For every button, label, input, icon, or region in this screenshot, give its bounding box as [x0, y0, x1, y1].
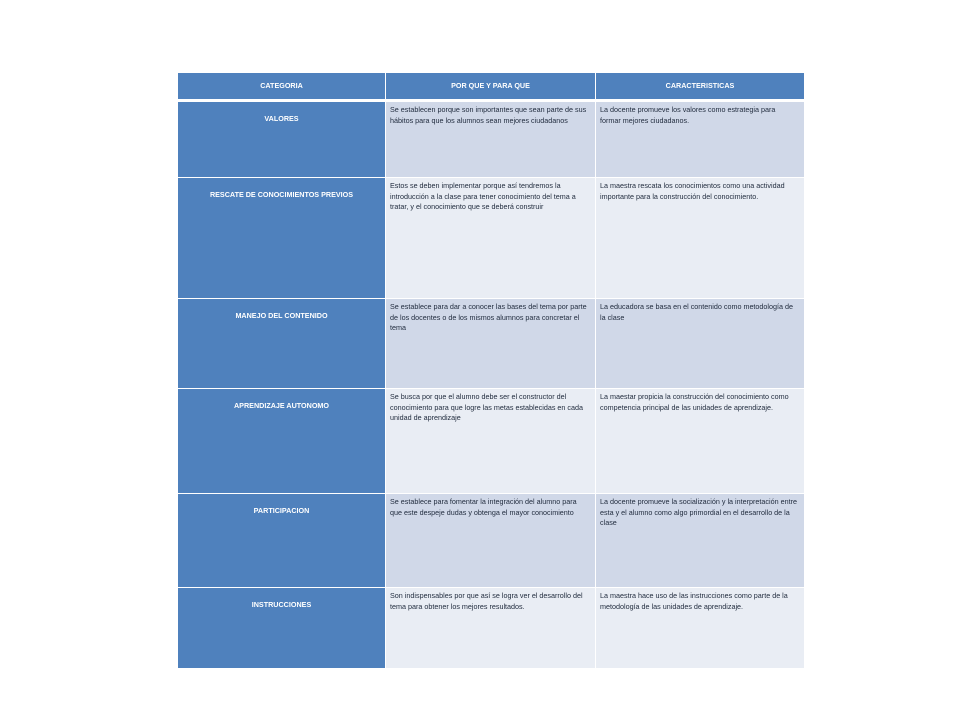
- row-category: PARTICIPACION: [178, 494, 386, 588]
- row-category: INSTRUCCIONES: [178, 588, 386, 669]
- row-traits: La docente promueve los valores como estrategia para formar mejores ciudadanos.: [596, 102, 804, 178]
- row-why: Se busca por que el alumno debe ser el constructor del conocimiento para que logre las metas establecidas en cada unidad de aprendizaje: [386, 389, 596, 494]
- header-categoria: CATEGORIA: [178, 73, 386, 102]
- categories-table: [178, 73, 804, 669]
- row-traits: La educadora se basa en el contenido como metodología de la clase: [596, 299, 804, 389]
- row-traits: La maestra rescata los conocimientos como una actividad importante para la construcción del conocimiento.: [596, 178, 804, 299]
- row-category: RESCATE DE CONOCIMIENTOS PREVIOS: [178, 178, 386, 299]
- row-category: VALORES: [178, 102, 386, 178]
- header-caracteristicas: CARACTERISTICAS: [596, 73, 804, 102]
- row-category: MANEJO DEL CONTENIDO: [178, 299, 386, 389]
- row-why: Se establece para dar a conocer las bases del tema por parte de los docentes o de los mismos alumnos para concretar el tema: [386, 299, 596, 389]
- row-category: APRENDIZAJE AUTONOMO: [178, 389, 386, 494]
- row-traits: La maestar propicia la construcción del conocimiento como competencia principal de las unidades de aprendizaje.: [596, 389, 804, 494]
- row-traits: La docente promueve la socialización y la interpretación entre esta y el alumno como algo primordial en el desarrollo de la clase: [596, 494, 804, 588]
- row-traits: La maestra hace uso de las instrucciones como parte de la metodología de las unidades de aprendizaje.: [596, 588, 804, 669]
- header-por-que-y-para-que: POR QUE Y PARA QUE: [386, 73, 596, 102]
- row-why: Se establecen porque son importantes que sean parte de sus hábitos para que los alumnos sean mejores ciudadanos: [386, 102, 596, 178]
- row-why: Son indispensables por que así se logra ver el desarrollo del tema para obtener los mejores resultados.: [386, 588, 596, 669]
- row-why: Estos se deben implementar porque así tendremos la introducción a la clase para tener conocimiento del tema a tratar, y el conocimiento que se deberá construir: [386, 178, 596, 299]
- row-why: Se establece para fomentar la integración del alumno para que este despeje dudas y obtenga el mayor conocimiento: [386, 494, 596, 588]
